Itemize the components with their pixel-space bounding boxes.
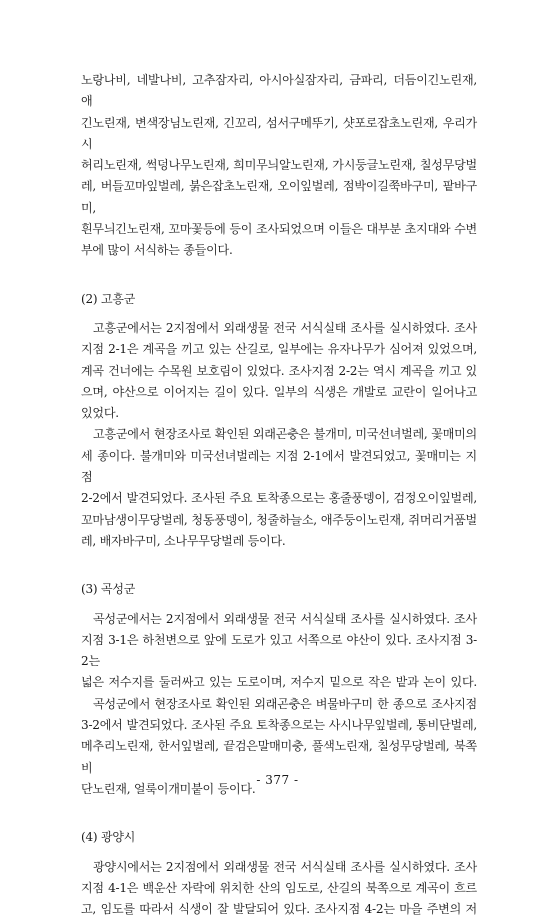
text-line: 지점 3-1은 하천변으로 앞에 도로가 있고 서쪽으로 야산이 있다. 조사지점 3-2는 — [81, 630, 477, 673]
text-line: 곡성군에서 현장조사로 확인된 외래곤충은 벼물바구미 한 종으로 조사지점 — [81, 694, 477, 715]
text-line: 고흥군에서는 2지점에서 외래생물 전국 서식실태 조사를 실시하였다. 조사 — [81, 318, 477, 339]
text-line: 계곡 건너에는 수목원 보호림이 있었다. 조사지점 2-2는 역시 계곡을 끼고 있 — [81, 361, 477, 382]
page-number: - 377 - — [0, 773, 555, 787]
text-line: 지점 4-1은 백운산 자락에 위치한 산의 임도로, 산길의 북쪽으로 계곡이 흐르 — [81, 878, 477, 899]
text-line: 메추리노린재, 한서잎벌레, 끝검은말매미충, 풀색노린재, 칠성무당벌레, 북쪽비 — [81, 736, 477, 779]
text-line: 흰무늬긴노린재, 꼬마꽃등에 등이 조사되었으며 이들은 대부분 초지대와 수변 — [81, 219, 477, 240]
paragraph-goheung-species — [81, 424, 477, 552]
text-line: 넓은 저수지를 둘러싸고 있는 도로이며, 저수지 밑으로 작은 밭과 논이 있다. — [81, 672, 477, 693]
text-line: 3-2에서 발견되었다. 조사된 주요 토착종으로는 사시나무잎벌레, 통비단벌레, — [81, 715, 477, 736]
text-line: 레, 배자바구미, 소나무무당벌레 등이다. — [81, 531, 477, 552]
paragraph-gwangyang-sites — [81, 857, 477, 920]
text-line: 레, 버들꼬마잎벌레, 붉은잡초노린재, 오이잎벌레, 점박이길쭉바구미, 팥바구미, — [81, 176, 477, 219]
text-line: 꼬마남생이무당벌레, 청동풍뎅이, 청줄하늘소, 애주둥이노린재, 쥐머리거품벌 — [81, 510, 477, 531]
text-line: 2-2에서 발견되었다. 조사된 주요 토착종으로는 홍줄풍뎅이, 검정오이잎벌레, — [81, 488, 477, 509]
text-line: 허리노린재, 썩덩나무노린재, 희미무늬알노린재, 가시둥글노린재, 칠성무당벌 — [81, 155, 477, 176]
text-line: 노랑나비, 네발나비, 고추잠자리, 아시아실잠자리, 금파리, 더듬이긴노린재, 애 — [81, 70, 477, 113]
paragraph-goheung-sites — [81, 318, 477, 424]
text-line: 으며, 야산으로 이어지는 길이 있다. 일부의 식생은 개발로 교란이 일어나고 — [81, 382, 477, 403]
section-heading-goheung: (2) 고흥군 — [81, 289, 477, 310]
text-line: 고, 임도를 따라서 식생이 잘 발달되어 있다. 조사지점 4-2는 마을 주변의 저 — [81, 899, 477, 920]
paragraph-gokseong-sites — [81, 609, 477, 694]
text-line: 부에 많이 서식하는 종들이다. — [81, 240, 477, 261]
text-line: 지점 2-1은 계곡을 끼고 있는 산길로, 일부에는 유자나무가 심어져 있었으며, — [81, 339, 477, 360]
section-heading-gokseong: (3) 곡성군 — [81, 579, 477, 600]
text-line: 긴노린재, 변색장님노린재, 긴꼬리, 섬서구메뚜기, 샷포로잡초노린재, 우리가시 — [81, 113, 477, 156]
text-line: 단노린재, 얼룩이개미붙이 등이다. — [81, 779, 477, 800]
document-body — [81, 70, 477, 920]
paragraph-species-list — [81, 70, 477, 262]
text-line: 세 종이다. 불개미와 미국선녀벌레는 지점 2-1에서 발견되었고, 꽃매미는 지점 — [81, 446, 477, 489]
text-line: 고흥군에서 현장조사로 확인된 외래곤충은 불개미, 미국선녀벌레, 꽃매미의 — [81, 424, 477, 445]
text-line: 광양시에서는 2지점에서 외래생물 전국 서식실태 조사를 실시하였다. 조사 — [81, 857, 477, 878]
section-heading-gwangyang: (4) 광양시 — [81, 827, 477, 848]
text-line: 곡성군에서는 2지점에서 외래생물 전국 서식실태 조사를 실시하였다. 조사 — [81, 609, 477, 630]
text-line: 있었다. — [81, 403, 477, 424]
